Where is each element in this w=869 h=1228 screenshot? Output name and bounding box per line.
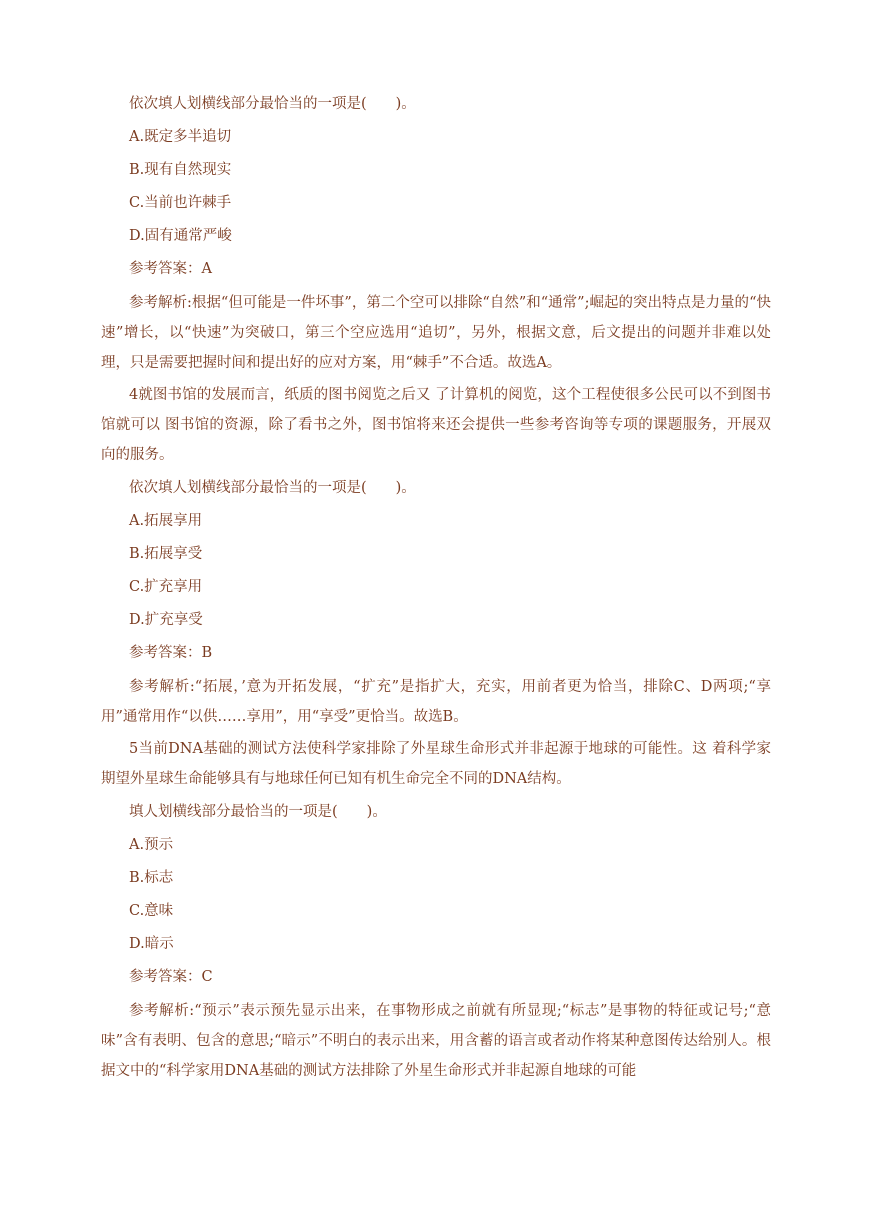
option-d: D.暗示 <box>129 936 174 952</box>
option-c: C.扩充享用 <box>129 579 203 595</box>
document-body <box>101 88 771 1088</box>
reference-analysis: 参考解析:根据“但可能是一件坏事”，第二个空可以排除“自然”和“通常”;崛起的突出特点是力量的“快速”增长，以“快速”为突破口，第三个空应选用“追切”，另外，根据文意，后文提出的问题并非难以处理，只是需要把握时间和提出好的应对方案，用“棘手”不合适。故选A。 <box>101 295 771 371</box>
option-a: A.拓展享用 <box>129 513 203 529</box>
option-c: C.当前也许棘手 <box>129 195 232 211</box>
question-stem: 4就图书馆的发展而言，纸质的图书阅览之后又 了计算机的阅览，这个工程使很多公民可以不到图书馆就可以 图书馆的资源，除了看书之外，图书馆将来还会提供一些参考咨询等专项的课题服务，开展双向的服务。 <box>101 387 771 463</box>
question-prompt: 依次填人划横线部分最恰当的一项是( )。 <box>129 96 416 112</box>
option-a: A.预示 <box>129 837 174 853</box>
option-a: A.既定多半追切 <box>129 129 232 145</box>
option-b: B.标志 <box>129 870 174 886</box>
reference-analysis: 参考解析:“拓展，’意为开拓发展，“扩充”是指扩大，充实，用前者更为恰当，排除C、D两项;“享用”通常用作“以供……享用”，用“享受”更恰当。故选B。 <box>101 679 771 725</box>
reference-analysis: 参考解析:“预示”表示预先显示出来，在事物形成之前就有所显现;“标志”是事物的特征或记号;“意味”含有表明、包含的意思;“暗示”不明白的表示出来，用含蓄的语言或者动作将某种意图传达给别人。根据文中的“科学家用DNA基础的测试方法排除了外星生命形式并非起源自地球的可能 <box>101 1003 771 1079</box>
reference-answer: 参考答案：B <box>129 645 213 661</box>
option-d: D.扩充享受 <box>129 612 203 628</box>
option-b: B.拓展享受 <box>129 546 203 562</box>
question-stem: 5当前DNA基础的测试方法使科学家排除了外星球生命形式并非起源于地球的可能性。这 着科学家期望外星球生命能够具有与地球任何已知有机生命完全不同的DNA结构。 <box>101 741 771 787</box>
option-c: C.意味 <box>129 903 174 919</box>
option-b: B.现有自然现实 <box>129 162 232 178</box>
reference-answer: 参考答案：A <box>129 261 212 277</box>
reference-answer: 参考答案：C <box>129 969 213 985</box>
option-d: D.固有通常严峻 <box>129 228 232 244</box>
question-prompt: 填人划横线部分最恰当的一项是( )。 <box>129 804 387 820</box>
question-prompt: 依次填人划横线部分最恰当的一项是( )。 <box>129 480 416 496</box>
